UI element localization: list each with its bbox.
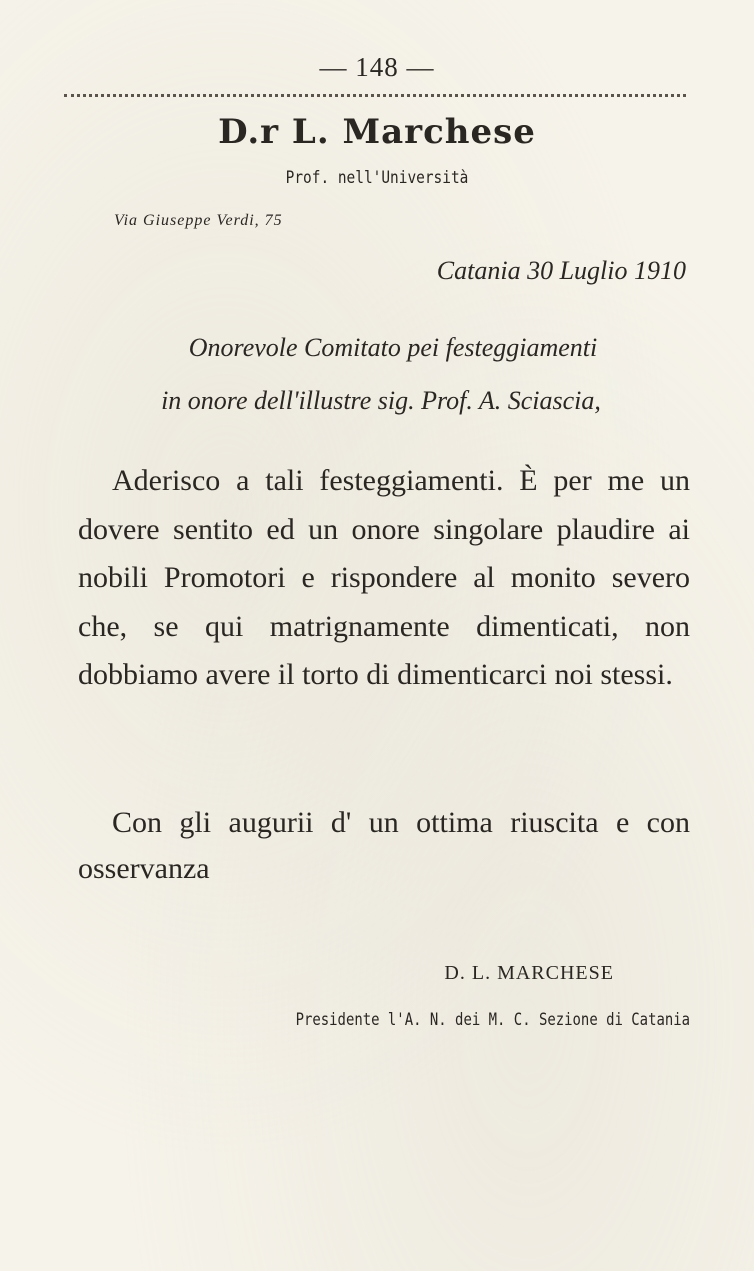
body-paragraph: Aderisco a tali festeggiamenti. È per me un dovere sentito ed un onore singolare plaudire ai nobili Promotori e rispondere al monito severo che, se qui matrignamente dimenticati, non dobbiamo avere il torto di dimenticarci noi stessi.: [78, 464, 690, 691]
signature-title: Presidente l'A. N. dei M. C. Sezione di Catania: [295, 1010, 690, 1030]
letterhead-name: D.r L. Marchese: [218, 112, 536, 152]
salutation-line-1: Onorevole Comitato pei festeggiamenti: [188, 333, 598, 362]
page-number: — 148 —: [319, 52, 435, 82]
salutation-line-2: in onore dell'illustre sig. Prof. A. Sciascia,: [161, 386, 601, 415]
signature-name: D. L. MARCHESE: [444, 962, 614, 984]
letterhead-title: Prof. nell'Università: [285, 168, 469, 188]
closing-paragraph: Con gli augurii d' un ottima riuscita e con osservanza: [78, 806, 690, 885]
sender-address: Via Giuseppe Verdi, 75: [114, 212, 283, 229]
dotted-divider: [64, 94, 686, 97]
letter-date: Catania 30 Luglio 1910: [436, 256, 686, 285]
